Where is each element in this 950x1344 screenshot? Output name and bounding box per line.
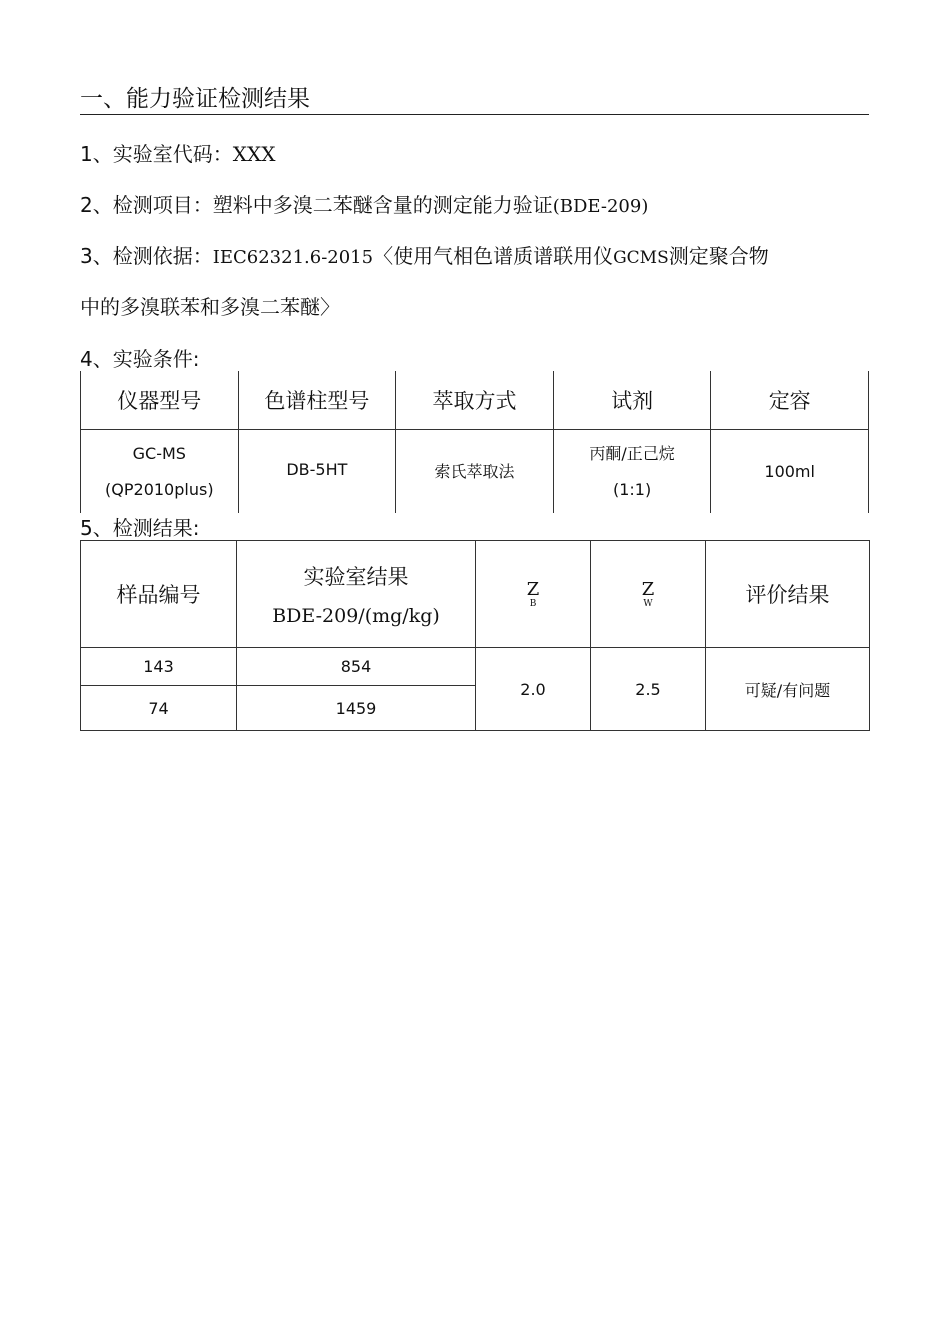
results-label: 5、检测结果: [80, 516, 200, 540]
test-item-line [80, 191, 648, 221]
zw-symbol: Z [641, 578, 655, 600]
basis-line-1 [80, 242, 769, 272]
zb-value: 2.0 [476, 648, 591, 731]
cond-cell-extraction [396, 430, 554, 514]
test-item-code: (BDE-209) [552, 196, 649, 217]
column-model: DB-5HT [286, 459, 348, 479]
lab-result-unit: BDE-209/(mg/kg) [272, 605, 440, 627]
basis-text-1: 〈使用气相色谱质谱联用仪 [373, 244, 614, 268]
res-header-lab-result [237, 541, 476, 648]
cond-cell-volume [711, 430, 869, 514]
zb-symbol: Z [526, 578, 540, 600]
instrument-model: GC-MS [132, 443, 186, 463]
cond-cell-reagent [553, 430, 711, 514]
extraction-method: 索氏萃取法 [434, 461, 515, 481]
zw-subscript: W [643, 598, 653, 609]
reagent-name: 丙酮/正己烷 [589, 443, 675, 463]
lab-code-label: 1、实验室代码： [80, 142, 233, 166]
lab-code-line [80, 140, 275, 168]
basis-line-2: 中的多溴联苯和多溴二苯醚〉 [80, 295, 340, 319]
evaluation-value: 可疑/有问题 [706, 648, 870, 731]
sample-result: 1459 [237, 686, 476, 731]
table-row [81, 648, 870, 686]
cond-cell-instrument [81, 430, 239, 514]
conditions-label: 4、实验条件: [80, 347, 200, 371]
basis-standard: IEC62321.6-2015 [212, 247, 374, 268]
res-header-zb [476, 541, 591, 648]
cond-header-extraction: 萃取方式 [396, 371, 554, 430]
basis-gcms: GCMS [613, 248, 669, 268]
cond-header-volume: 定容 [711, 371, 869, 430]
res-header-evaluation: 评价结果 [706, 541, 870, 648]
section-heading: 一、能力验证检测结果 [80, 84, 869, 115]
res-header-sample: 样品编号 [81, 541, 237, 648]
zb-subscript: B [529, 598, 537, 609]
reagent-ratio: (1:1) [612, 479, 652, 499]
cond-cell-column [238, 430, 396, 514]
lab-result-title: 实验室结果 [303, 565, 409, 589]
cond-header-reagent: 试剂 [553, 371, 711, 430]
basis-text-1b: 测定聚合物 [668, 244, 769, 268]
zw-value: 2.5 [591, 648, 706, 731]
results-table [80, 540, 869, 731]
basis-label: 3、检测依据： [80, 244, 213, 268]
cond-header-column: 色谱柱型号 [238, 371, 396, 430]
cond-header-instrument: 仪器型号 [81, 371, 239, 430]
instrument-submodel: (QP2010plus) [105, 479, 214, 499]
test-item-value: 塑料中多溴二苯醚含量的测定能力验证 [212, 193, 553, 217]
res-header-zw [591, 541, 706, 648]
sample-id: 74 [81, 686, 237, 731]
conditions-table [80, 371, 869, 513]
volume-value: 100ml [764, 461, 815, 481]
sample-result: 854 [237, 648, 476, 686]
sample-id: 143 [81, 648, 237, 686]
lab-code-value: XXX [232, 142, 276, 166]
test-item-label: 2、检测项目： [80, 193, 213, 217]
